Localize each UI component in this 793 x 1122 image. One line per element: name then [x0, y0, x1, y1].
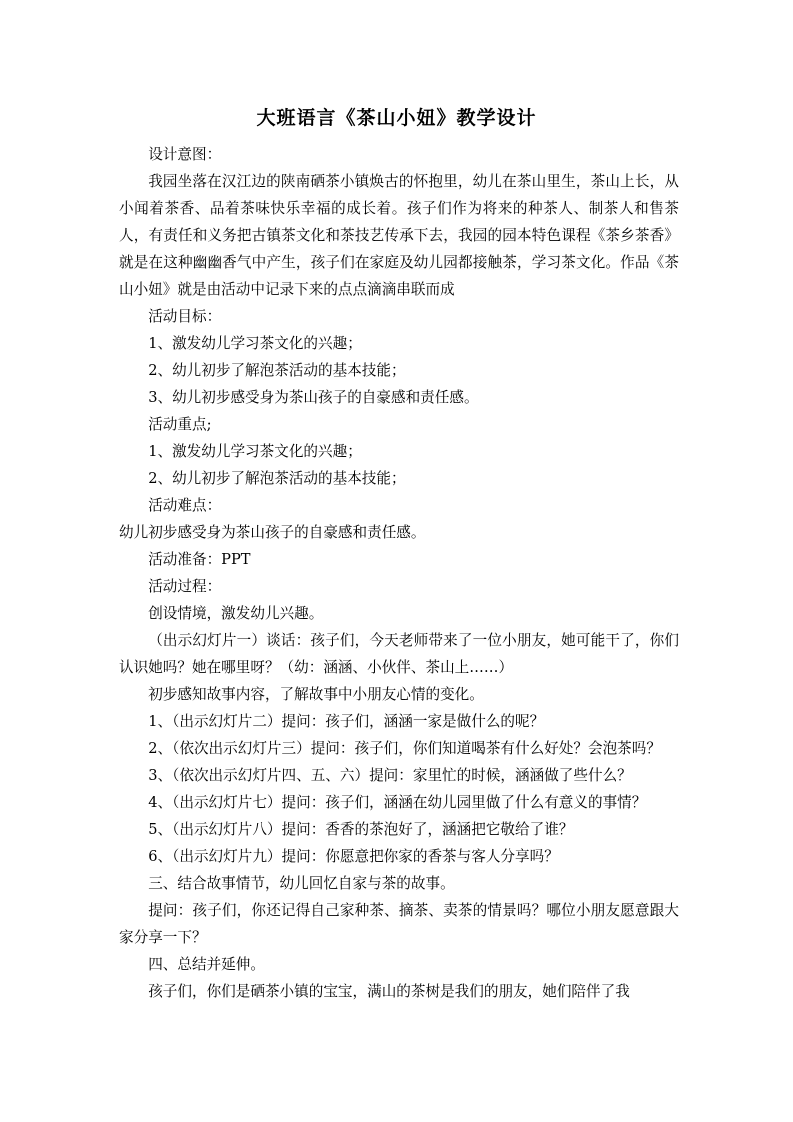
- paragraph-step-2-heading: 初步感知故事内容，了解故事中小朋友心情的变化。: [148, 686, 484, 703]
- paragraph-design-intent-heading: 设计意图：: [148, 146, 222, 163]
- document-title: 大班语言《茶山小妞》教学设计: [256, 107, 537, 129]
- paragraph-goal-1: 1、激发幼儿学习茶文化的兴趣；: [148, 335, 362, 352]
- paragraph-goal-3: 3、幼儿初步感受身为茶山孩子的自豪感和责任感。: [148, 389, 479, 406]
- paragraph-question-6: 6、（出示幻灯片九）提问：你愿意把你家的香茶与客人分享吗？: [148, 848, 559, 865]
- paragraph-question-5: 5、（出示幻灯片八）提问：香香的茶泡好了，涵涵把它敬给了谁？: [148, 821, 574, 838]
- paragraph-difficulty: 幼儿初步感受身为茶山孩子的自豪感和责任感。: [119, 524, 426, 541]
- paragraph-key-points-heading: 活动重点;: [148, 416, 212, 433]
- paragraph-step-4-heading: 四、总结并延伸。: [148, 956, 265, 973]
- paragraph-question-3: 3、（依次出示幻灯片四、五、六）提问：家里忙的时候，涵涵做了些什么？: [148, 767, 632, 784]
- paragraph-slide-1: （出示幻灯片一）谈话：孩子们，今天老师带来了一位小朋友，她可能干了，你们认识她吗？她在哪里呀？（幼：涵涵、小伙伴、茶山上……）: [119, 632, 679, 676]
- paragraph-question-1: 1、（出示幻灯片二）提问：孩子们，涵涵一家是做什么的呢？: [148, 713, 545, 730]
- paragraph-difficulty-heading: 活动难点：: [148, 497, 222, 514]
- paragraph-goals-heading: 活动目标：: [148, 308, 222, 325]
- paragraph-step-1-heading: 创设情境，激发幼儿兴趣。: [148, 605, 324, 622]
- paragraph-question-4: 4、（出示幻灯片七）提问：孩子们，涵涵在幼儿园里做了什么有意义的事情？: [148, 794, 647, 811]
- paragraph-process-heading: 活动过程：: [148, 578, 222, 595]
- paragraph-question-2: 2、（依次出示幻灯片三）提问：孩子们，你们知道喝茶有什么好处？会泡茶吗？: [148, 740, 661, 757]
- paragraph-key-point-2: 2、幼儿初步了解泡茶活动的基本技能；: [148, 470, 406, 487]
- paragraph-step-4-text: 孩子们，你们是硒茶小镇的宝宝，满山的茶树是我们的朋友，她们陪伴了我: [148, 983, 630, 1000]
- paragraph-key-point-1: 1、激发幼儿学习茶文化的兴趣；: [148, 443, 362, 460]
- paragraph-goal-2: 2、幼儿初步了解泡茶活动的基本技能；: [148, 362, 406, 379]
- paragraph-preparation: 活动准备：PPT: [148, 551, 251, 568]
- document-body: [119, 141, 679, 1005]
- paragraph-step-3-question: 提问：孩子们，你还记得自己家种茶、摘茶、卖茶的情景吗？哪位小朋友愿意跟大家分享一下？: [119, 902, 679, 946]
- paragraph-step-3-heading: 三、结合故事情节，幼儿回忆自家与茶的故事。: [148, 875, 455, 892]
- paragraph-design-intent: 我园坐落在汉江边的陕南硒茶小镇焕古的怀抱里，幼儿在茶山里生，茶山上长，从小闻着茶香、品着茶味快乐幸福的成长着。孩子们作为将来的种茶人、制茶人和售茶人，有责任和义务把古镇茶文化和茶技艺传承下去，我园的园本特色课程《茶乡茶香》就是在这种幽幽香气中产生，孩子们在家庭及幼儿园都接触茶，学习茶文化。作品《茶山小妞》就是由活动中记录下来的点点滴滴串联而成: [119, 173, 679, 298]
